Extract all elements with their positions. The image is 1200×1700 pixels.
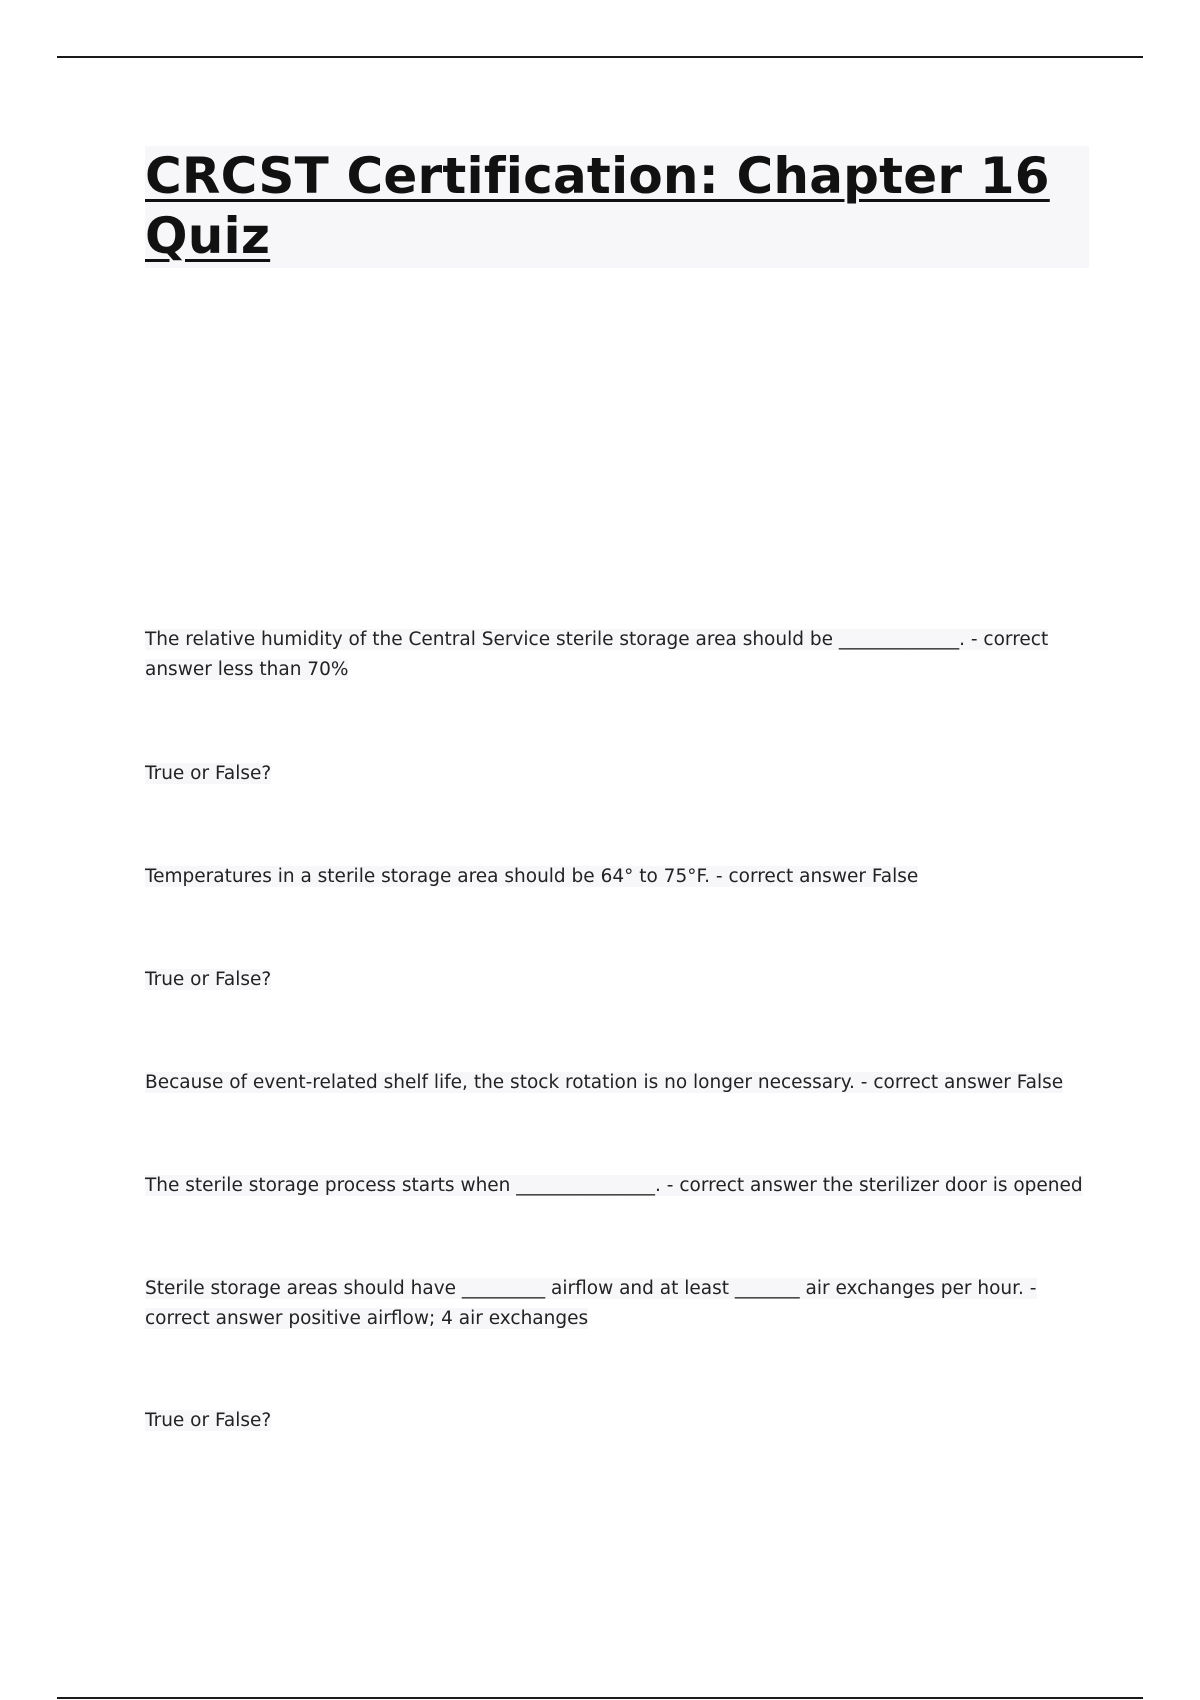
quiz-item-text: Temperatures in a sterile storage area should be 64° to 75°F. - correct answer False (145, 866, 919, 887)
quiz-item-text: The relative humidity of the Central Service sterile storage area should be _____________. - correct answer less than 70% (145, 629, 1049, 680)
title-block (145, 146, 1089, 268)
quiz-item-text: The sterile storage process starts when _______________. - correct answer the sterilizer door is opened (145, 1175, 1083, 1196)
quiz-item-temperature (145, 862, 1089, 892)
quiz-item-text: Because of event-related shelf life, the stock rotation is no longer necessary. - correct answer False (145, 1072, 1064, 1093)
quiz-item-true-false-prompt (145, 965, 1089, 995)
document-title: CRCST Certification: Chapter 16 Quiz (145, 147, 1050, 265)
quiz-item-text: True or False? (145, 763, 272, 784)
quiz-item-humidity (145, 625, 1089, 685)
footer-rule (57, 1697, 1143, 1699)
quiz-item-true-false-prompt (145, 759, 1089, 789)
header-rule (57, 56, 1143, 58)
quiz-item-stock-rotation (145, 1068, 1089, 1098)
quiz-item-text: True or False? (145, 1410, 272, 1431)
quiz-item-true-false-prompt (145, 1406, 1089, 1436)
quiz-item-airflow (145, 1274, 1089, 1334)
quiz-item-storage-process (145, 1171, 1089, 1201)
quiz-item-text: True or False? (145, 969, 272, 990)
quiz-item-text: Sterile storage areas should have _________ airflow and at least _______ air exchanges per hour. - correct answer positive airflow; 4 air exchanges (145, 1278, 1037, 1329)
